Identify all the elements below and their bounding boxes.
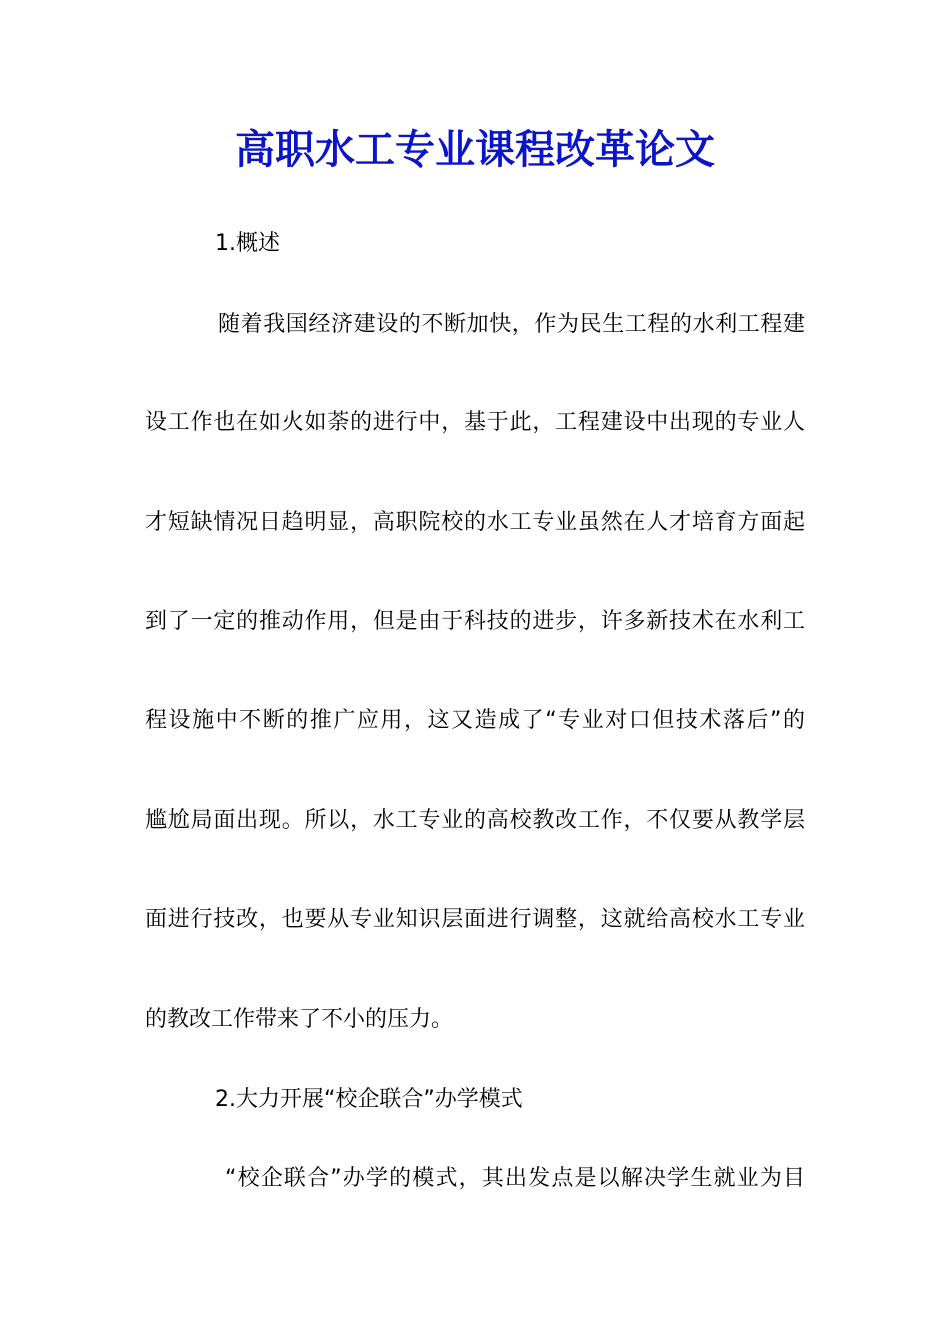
paragraph-line: 面进行技改，也要从专业知识层面进行调整，这就给高校水工专业 [145, 907, 805, 932]
paragraph-line: 设工作也在如火如荼的进行中，基于此，工程建设中出现的专业人 [145, 410, 805, 435]
section-heading-school-enterprise: 2.大力开展“校企联合”办学模式 [215, 1087, 523, 1112]
paragraph-line: 尴尬局面出现。所以，水工专业的高校教改工作，不仅要从教学层 [145, 808, 805, 833]
paragraph-line: 随着我国经济建设的不断加快，作为民生工程的水利工程建 [218, 312, 805, 337]
document-title: 高职水工专业课程改革论文 [235, 126, 715, 173]
paragraph-line: 才短缺情况日趋明显，高职院校的水工专业虽然在人才培育方面起 [145, 510, 805, 535]
paragraph-line: 程设施中不断的推广应用，这又造成了“专业对口但技术落后”的 [145, 708, 805, 733]
paragraph-line: 到了一定的推动作用，但是由于科技的进步，许多新技术在水利工 [145, 609, 805, 634]
paragraph-line: 的教改工作带来了不小的压力。 [145, 1007, 454, 1032]
paragraph-line: “校企联合”办学的模式，其出发点是以解决学生就业为目 [225, 1166, 805, 1191]
section-heading-overview: 1.概述 [215, 231, 280, 256]
